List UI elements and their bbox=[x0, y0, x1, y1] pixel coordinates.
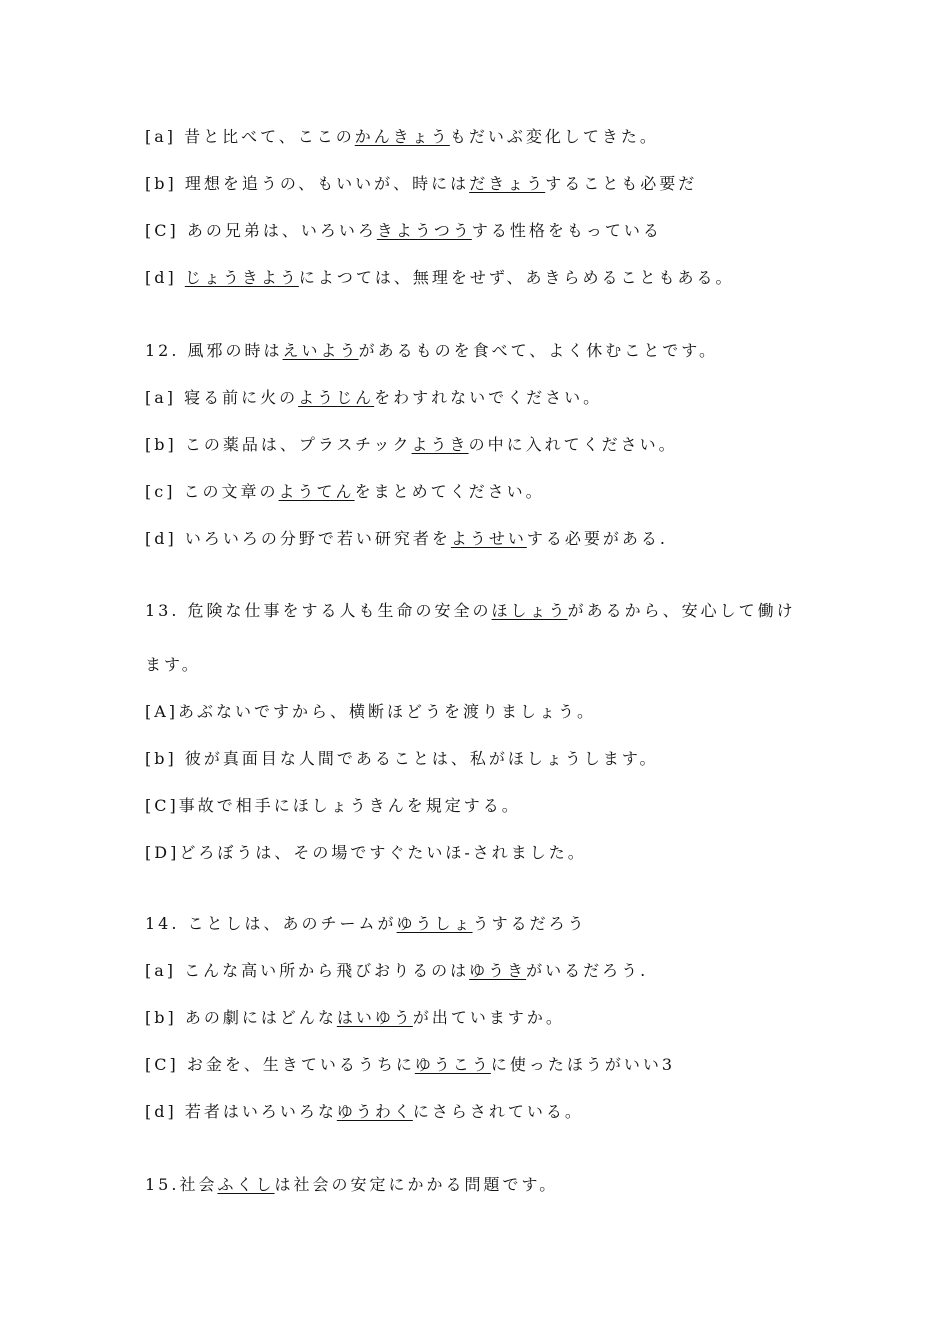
text-segment: [d] 若者はいろいろな bbox=[145, 1102, 337, 1121]
text-line bbox=[145, 914, 587, 934]
underlined-term: ふくし bbox=[217, 1175, 275, 1194]
underlined-term: きようつう bbox=[376, 221, 472, 240]
text-segment: が出ていますか。 bbox=[412, 1008, 565, 1027]
text-line bbox=[145, 961, 648, 981]
text-segment: [D]どろぼうは、その場ですぐたいほ-されました。 bbox=[145, 843, 587, 862]
underlined-term: かんきょう bbox=[354, 127, 450, 146]
text-line bbox=[145, 388, 602, 408]
text-line bbox=[145, 435, 678, 455]
underlined-term: じょうきよう bbox=[184, 268, 299, 287]
text-segment: [C] お金を、生きているうちに bbox=[145, 1055, 415, 1074]
underlined-term: ようせい bbox=[450, 529, 527, 548]
text-line bbox=[145, 127, 659, 147]
text-segment: 12. 風邪の時は bbox=[145, 341, 283, 360]
text-segment: [A]あぶないですから、横断ほどうを渡りましょう。 bbox=[145, 702, 597, 721]
text-line bbox=[145, 702, 596, 722]
underlined-term: ゆうき bbox=[469, 961, 527, 980]
text-segment: ます。 bbox=[145, 655, 201, 674]
text-segment: にさらされている。 bbox=[412, 1102, 584, 1121]
text-segment: [d] bbox=[145, 268, 185, 287]
text-line bbox=[145, 1055, 675, 1075]
text-segment: によつては、無理をせず、あきらめることもある。 bbox=[298, 268, 735, 287]
text-line bbox=[145, 601, 796, 621]
text-segment: する性格をもっている bbox=[471, 221, 662, 240]
text-line bbox=[145, 655, 201, 675]
text-segment: [b] 理想を追うの、もいいが、時には bbox=[145, 174, 470, 193]
text-segment: [a] 昔と比べて、ここの bbox=[145, 127, 355, 146]
text-segment: の中に入れてください。 bbox=[468, 435, 678, 454]
text-segment: する必要がある. bbox=[526, 529, 668, 548]
text-segment: をわすれないでください。 bbox=[374, 388, 603, 407]
text-segment: がいるだろう. bbox=[526, 961, 649, 980]
underlined-term: ようてん bbox=[278, 482, 355, 501]
text-segment: [c] この文章の bbox=[145, 482, 279, 501]
text-segment: は社会の安定にかかる問題です。 bbox=[274, 1175, 559, 1194]
text-segment: [C]事故で相手にほしょうきんを規定する。 bbox=[145, 796, 521, 815]
text-segment: することも必要だ bbox=[545, 174, 698, 193]
text-segment: 13. 危険な仕事をする人も生命の安全の bbox=[145, 601, 492, 620]
underlined-term: ほしょう bbox=[491, 601, 568, 620]
underlined-term: えいよう bbox=[282, 341, 359, 360]
text-line bbox=[145, 174, 697, 194]
underlined-term: だきょう bbox=[469, 174, 546, 193]
text-segment: 14. ことしは、あのチームが bbox=[145, 914, 397, 933]
text-line bbox=[145, 482, 545, 502]
underlined-term: はいゆう bbox=[336, 1008, 413, 1027]
text-line bbox=[145, 341, 718, 361]
text-segment: もだいぶ変化してきた。 bbox=[449, 127, 659, 146]
text-segment: をまとめてください。 bbox=[354, 482, 545, 501]
text-segment: 15.社会 bbox=[145, 1175, 218, 1194]
text-segment: があるから、安心して働け bbox=[567, 601, 796, 620]
text-segment: [C] あの兄弟は、いろいろ bbox=[145, 221, 377, 240]
text-line bbox=[145, 268, 735, 288]
text-line bbox=[145, 796, 521, 816]
text-segment: に使ったほうがいい3 bbox=[490, 1055, 676, 1074]
underlined-term: ゆうわく bbox=[336, 1102, 413, 1121]
text-segment: うするだろう bbox=[472, 914, 587, 933]
text-segment: [b] 彼が真面目な人間であることは、私がほしょうします。 bbox=[145, 749, 659, 768]
text-line bbox=[145, 843, 587, 863]
text-line bbox=[145, 529, 668, 549]
text-line bbox=[145, 749, 659, 769]
underlined-term: ようき bbox=[411, 435, 469, 454]
text-segment: [a] こんな高い所から飛びおりるのは bbox=[145, 961, 470, 980]
text-segment: [b] この薬品は、プラスチック bbox=[145, 435, 412, 454]
text-line bbox=[145, 1175, 558, 1195]
underlined-term: ゆうしょ bbox=[396, 914, 473, 933]
underlined-term: ゆうこう bbox=[414, 1055, 491, 1074]
text-line bbox=[145, 221, 662, 241]
text-line bbox=[145, 1102, 584, 1122]
text-segment: [b] あの劇にはどんな bbox=[145, 1008, 337, 1027]
text-segment: [a] 寝る前に火の bbox=[145, 388, 299, 407]
underlined-term: ようじん bbox=[298, 388, 375, 407]
text-line bbox=[145, 1008, 565, 1028]
text-segment: があるものを食べて、よく休むことです。 bbox=[358, 341, 718, 360]
text-segment: [d] いろいろの分野で若い研究者を bbox=[145, 529, 451, 548]
